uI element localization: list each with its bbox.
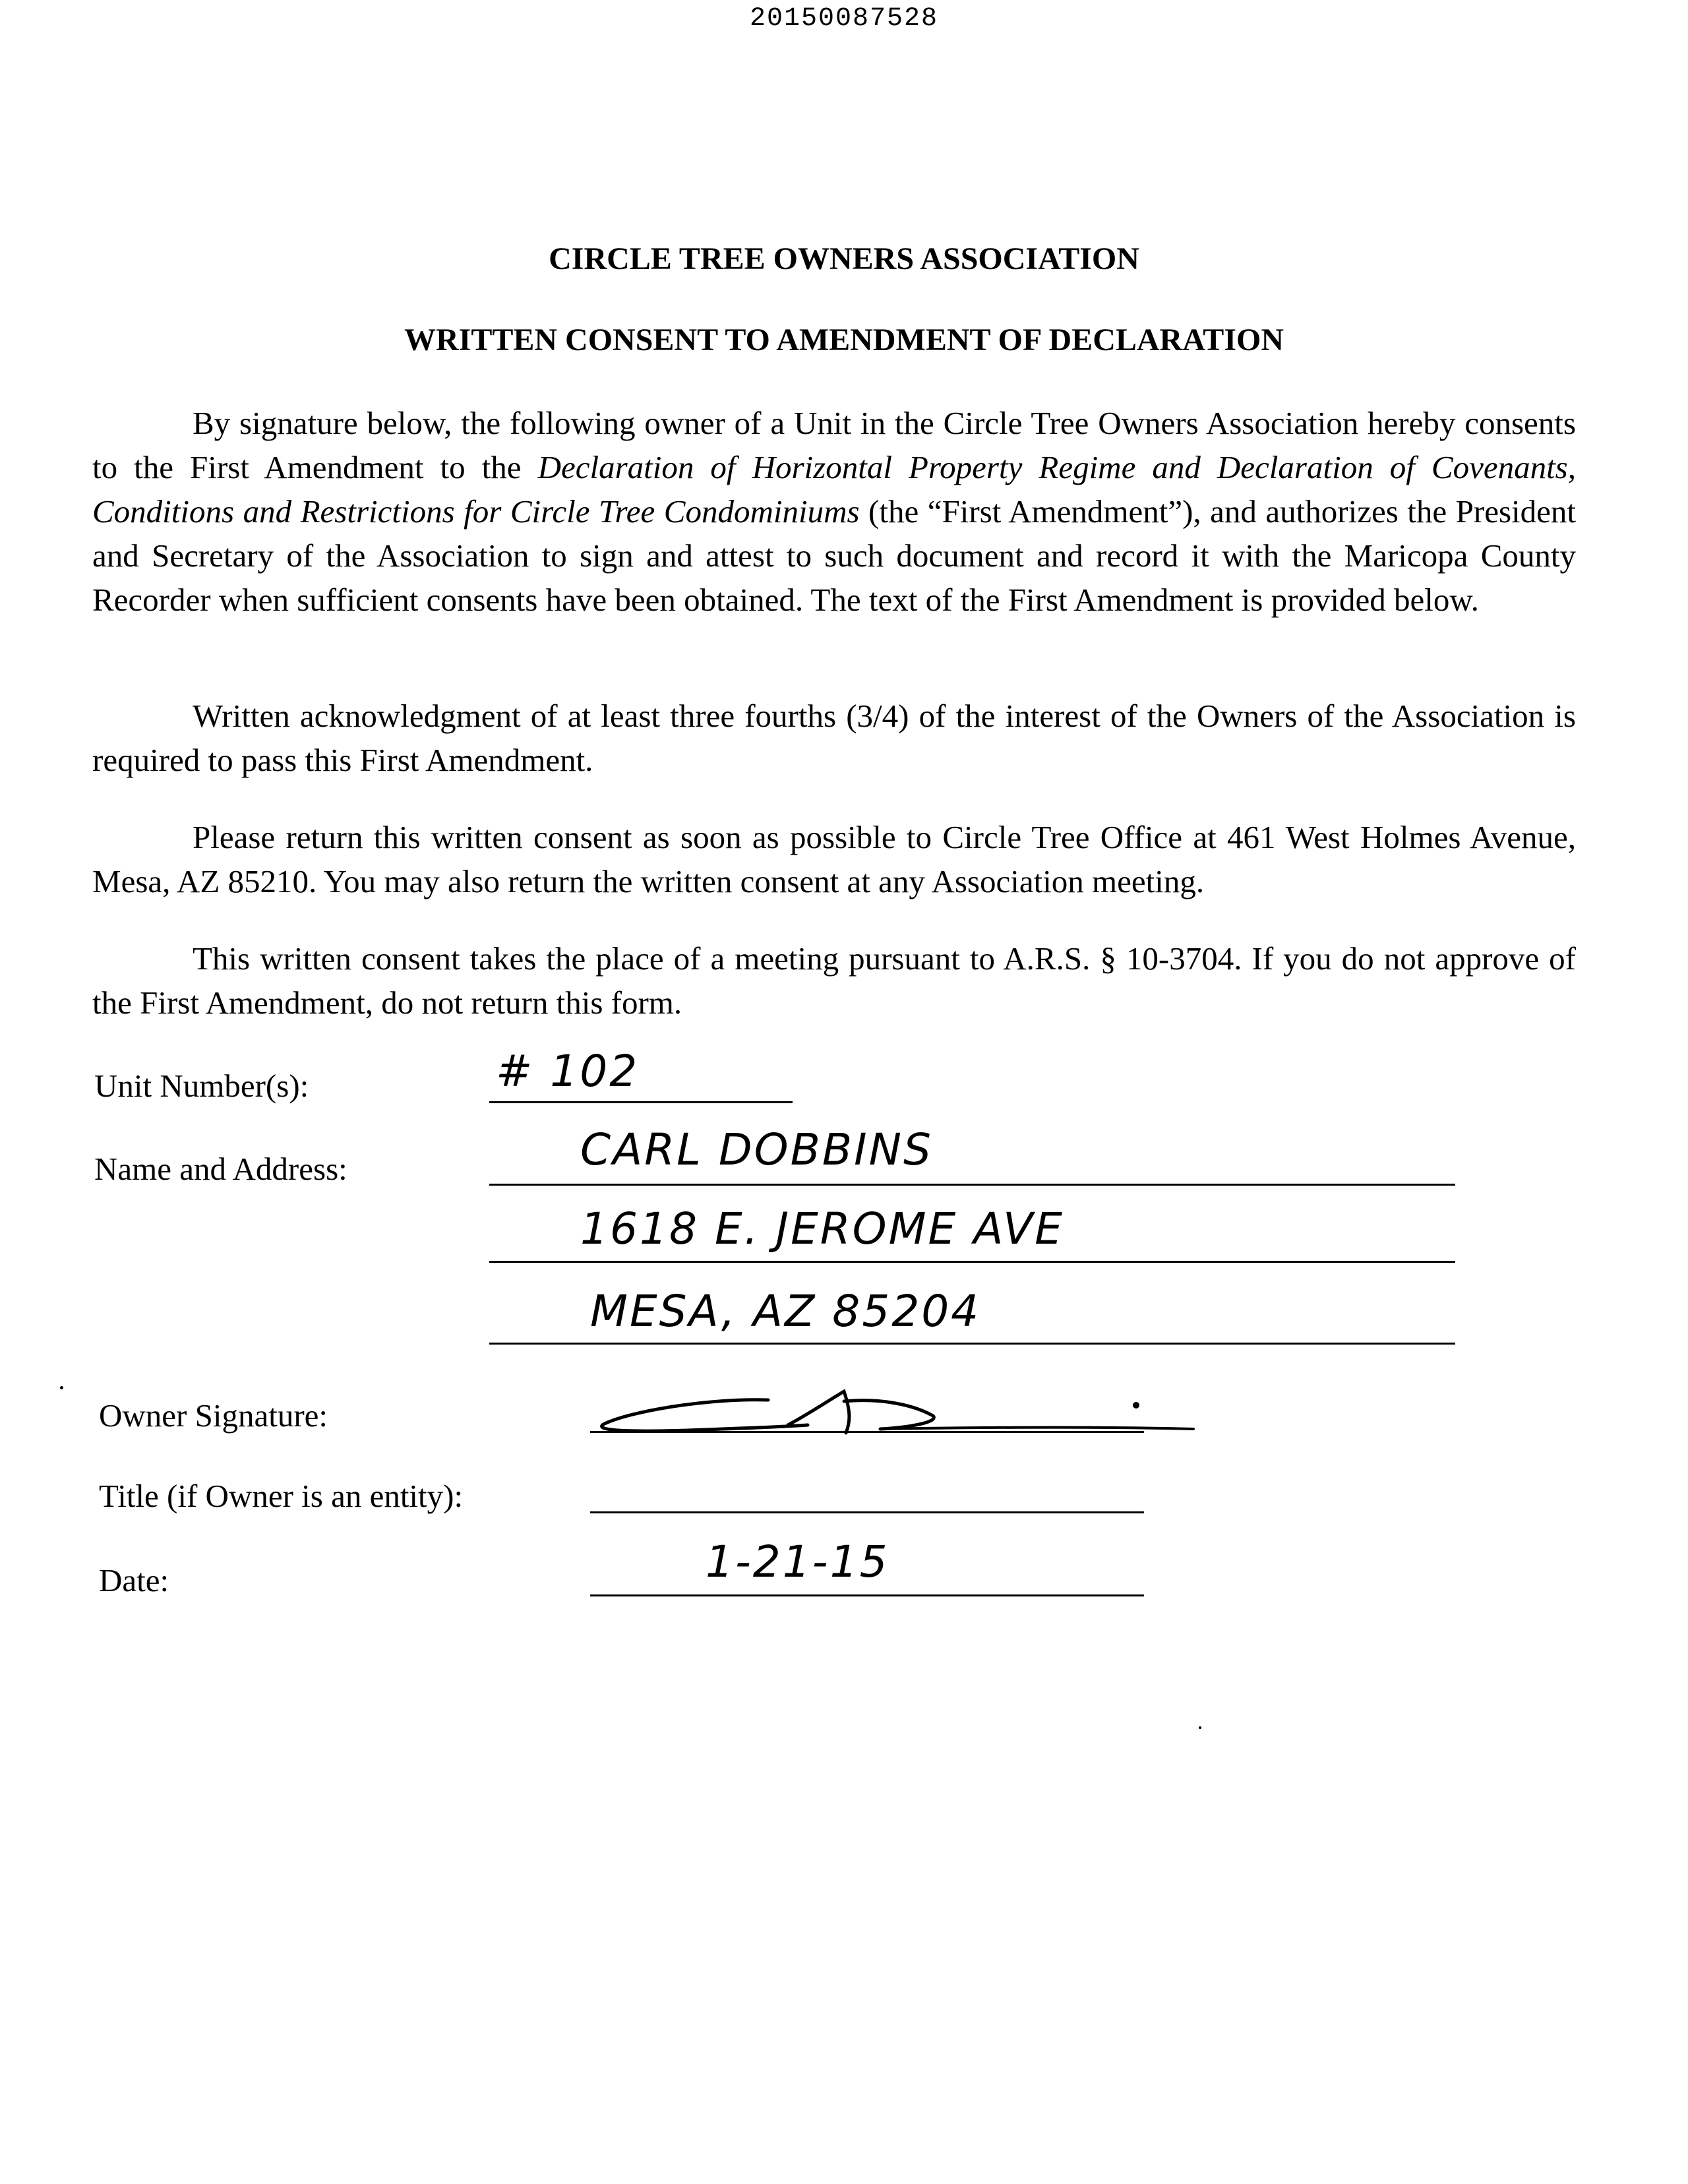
- scan-speck: [1199, 1726, 1201, 1729]
- acknowledgment-paragraph: [92, 694, 1576, 782]
- date-label: Date:: [99, 1562, 169, 1598]
- meeting-paragraph: [92, 936, 1576, 1025]
- owner-city: MESA, AZ 85204: [590, 1286, 981, 1337]
- name-line-2: [489, 1261, 1455, 1263]
- consent-paragraph-text: By signature below, the following owner of a Unit in the Circle Tree Owners Association hereby consents to the First Amendment to the: [92, 405, 1576, 485]
- date-line: [590, 1594, 1144, 1596]
- name-line-3: [489, 1343, 1455, 1345]
- consent-paragraph: [92, 401, 1576, 622]
- return-text: Please return this written consent as soon as possible to Circle Tree Office at 461 West Holmes Avenue, Mesa, AZ 85210. You may also return the written consent at any Association meeting.: [92, 819, 1576, 899]
- owner-street: 1618 E. JEROME AVE: [580, 1203, 1064, 1254]
- unit-number-value: # 102: [496, 1046, 640, 1097]
- declaration-title-italic: Declaration of Horizontal Property Regime and Declaration of Covenants, Conditions and Restrictions for Circle Tree Condominiums: [92, 449, 1576, 530]
- owner-name: CARL DOBBINS: [580, 1124, 933, 1175]
- name-address-label: Name and Address:: [94, 1151, 347, 1187]
- association-title: CIRCLE TREE OWNERS ASSOCIATION: [549, 241, 1139, 276]
- record-number: 20150087528: [749, 4, 939, 34]
- unit-number-line: [489, 1101, 793, 1103]
- acknowledgment-text: Written acknowledgment of at least three fourths (3/4) of the interest of the Owners of the Association is required to pass this First Amendment.: [92, 698, 1576, 778]
- name-line-1: [489, 1184, 1455, 1186]
- consent-paragraph-text-cont: (the “First Amendment”), and authorizes the President and Secretary of the Association to sign and attest to such document and record it with the Maricopa County Recorder when sufficient consents have been obtained. The text of the First Amendment is provided below.: [92, 493, 1577, 618]
- owner-signature-drawing: [590, 1375, 1210, 1447]
- scan-speck: [60, 1386, 63, 1389]
- unit-number-label: Unit Number(s):: [94, 1068, 309, 1104]
- consent-title: WRITTEN CONSENT TO AMENDMENT OF DECLARATION: [404, 322, 1284, 357]
- date-value: 1-21-15: [706, 1536, 889, 1587]
- owner-title-line: [590, 1511, 1144, 1513]
- return-paragraph: [92, 815, 1576, 903]
- meeting-text: This written consent takes the place of a meeting pursuant to A.R.S. § 10-3704. If you do not approve of the First Amendment, do not return this form.: [92, 940, 1576, 1021]
- owner-title-label: Title (if Owner is an entity):: [99, 1478, 464, 1514]
- owner-signature-label: Owner Signature:: [99, 1397, 328, 1434]
